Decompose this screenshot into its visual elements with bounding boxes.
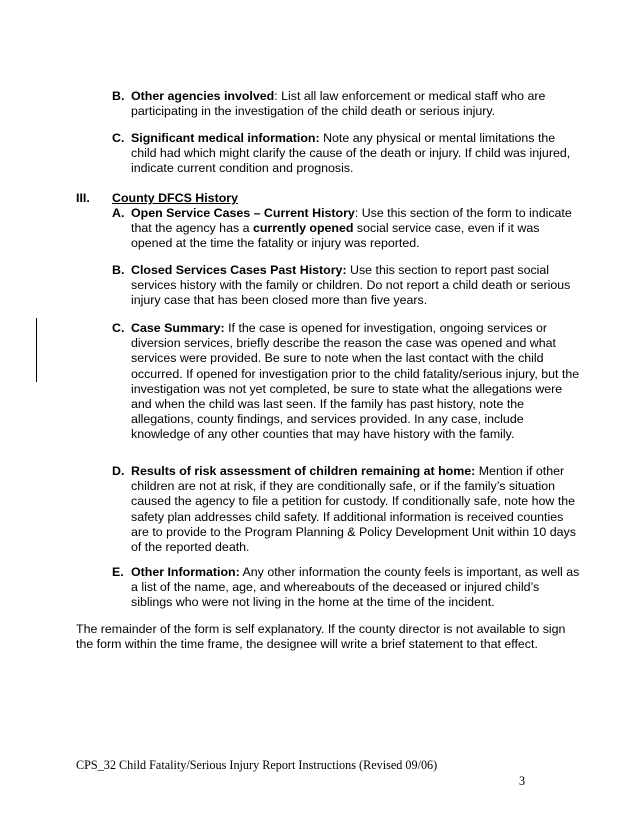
item-text: Note any physical or mental limitations the child had which might clarify the cause of the death or injury. If child was injured, indicate current condition and prognosis. xyxy=(131,131,571,176)
item-letter: B. xyxy=(112,263,125,277)
item-text: : Use this section of the form to indicate that the agency has a xyxy=(131,206,572,236)
item-text: Any other information the county feels is important, as well as a list of the name, age, and whereabouts of the deceased or injured child’s siblings who were not living in the home at the time of the incident. xyxy=(131,565,580,610)
section-number: III. xyxy=(76,191,90,205)
item-open-service-cases xyxy=(112,206,582,252)
item-title: Open Service Cases – Current History xyxy=(131,206,355,220)
item-other-agencies xyxy=(112,89,582,119)
item-title: Results of risk assessment of children remaining at home: xyxy=(131,464,476,478)
item-body xyxy=(131,565,582,611)
item-title: Closed Services Cases Past History: xyxy=(131,263,347,277)
item-case-summary xyxy=(112,321,582,443)
item-title: Significant medical information: xyxy=(131,131,320,145)
item-medical-information xyxy=(112,131,582,177)
item-letter: D. xyxy=(112,464,125,478)
item-title: Other agencies involved xyxy=(131,89,275,103)
item-closed-service-cases xyxy=(112,263,582,309)
closing-paragraph: The remainder of the form is self explanatory. If the county director is not available to sign the form within the time frame, the designee will write a brief statement to that effect. xyxy=(76,622,566,652)
item-letter: C. xyxy=(112,131,125,145)
item-text: If the case is opened for investigation, ongoing services or diversion services, briefly describe the reason the case was opened and what services were provided. Be sure to note when the last contact with the child occurred. If opened for investigation prior to the child fatality/serious injury, but the investigation was not yet completed, be sure to state what the allegations were and when the child was last seen. If the family has past history, note the allegations, county findings, and services provided. In any case, include knowledge of any other counties that may have history with the family. xyxy=(131,321,580,442)
item-text: List all law enforcement or medical staff who are participating in the investigation of the child death or serious injury. xyxy=(131,89,546,119)
item-body xyxy=(131,464,582,555)
item-letter: A. xyxy=(112,206,125,220)
item-letter: B. xyxy=(112,89,125,103)
item-body xyxy=(131,89,582,119)
item-other-information xyxy=(112,565,582,611)
item-risk-assessment xyxy=(112,464,582,555)
item-body xyxy=(131,131,582,177)
item-text: Mention if other children are not at risk, if they are conditionally safe, or if the family’s situation caused the agency to file a petition for custody. If conditionally safe, note how the safety plan addresses child safety. If additional information is received counties are to provide to the Program Planning & Policy Development Unit within 10 days of the reported death. xyxy=(131,464,576,555)
revision-bar xyxy=(36,318,37,382)
item-title: Other Information: xyxy=(131,565,240,579)
item-letter: C. xyxy=(112,321,125,335)
item-letter: E. xyxy=(112,565,124,579)
section-title: County DFCS History xyxy=(112,191,238,205)
item-emphasis: currently opened xyxy=(252,221,354,236)
item-title: Case Summary: xyxy=(131,321,225,335)
page-number: 3 xyxy=(519,774,526,788)
item-text: Use this section to report past social services history with the family or children. Do not report a child death or serious injury case that has been closed more than five years. xyxy=(131,263,571,308)
item-body xyxy=(131,263,582,309)
item-text: social service case, even if it was opened at the time the fatality or injury was reported. xyxy=(131,221,540,251)
item-body xyxy=(131,321,582,443)
item-colon: : xyxy=(274,89,278,103)
item-body xyxy=(131,206,582,252)
footer-text: CPS_32 Child Fatality/Serious Injury Report Instructions (Revised 09/06) xyxy=(76,758,438,772)
